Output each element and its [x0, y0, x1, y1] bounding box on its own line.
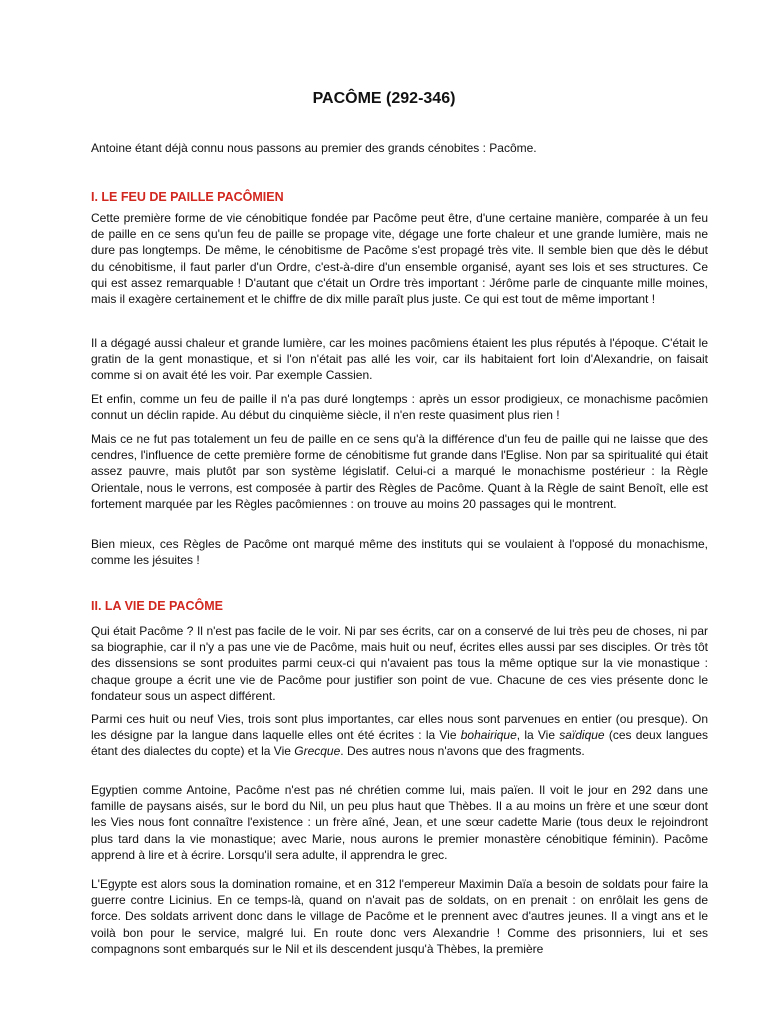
intro-paragraph: Antoine étant déjà connu nous passons au premier des grands cénobites : Pacôme.	[91, 141, 537, 155]
text-run: . Des autres nous n'avons que des fragments.	[340, 744, 585, 759]
paragraph: Egyptien comme Antoine, Pacôme n'est pas né chrétien comme lui, mais païen. Il voit le jour en 292 dans une famille de paysans aisés, sur le bord du Nil, un peu plus haut que Thèbes. Il a au moins un frère et une sœur dont les Vies nous font connaître l'existence : un frère aîné, Jean, et une sœur cadette Marie (tous deux le rejoindront plus tard dans la vie monastique; avec Marie, nous aurons le premier monastère cénobitique féminin). Pacôme apprend à lire et à écrire. Lorsqu'il sera adulte, il apprendra le grec.	[91, 783, 708, 862]
paragraph: L'Egypte est alors sous la domination romaine, et en 312 l'empereur Maximin Daïa a besoin de soldats pour faire la guerre contre Licinius. En ce temps-là, quand on n'avait pas de soldats, on en prenait : on enrôlait les gens de force. Des soldats arrivent donc dans le village de Pacôme et le prennent avec d'autres jeunes. Il a vingt ans et le voilà bon pour le service, malgré lui. En route donc vers Alexandrie ! Comme des prisonniers, lui et ses compagnons sont embarqués sur le Nil et ils descendent jusqu'à Thèbes, la première	[91, 877, 708, 956]
page-title: PACÔME (292-346)	[312, 90, 456, 107]
italic-term: Grecque	[294, 744, 341, 759]
italic-term: saïdique	[559, 728, 605, 743]
section-heading-2: II. LA VIE DE PACÔME	[91, 599, 223, 613]
paragraph: Et enfin, comme un feu de paille il n'a pas duré longtemps : après un essor prodigieux, ce monachisme pacômien connut un déclin rapide. Au début du cinquième siècle, il n'en reste quasiment plus rien !	[91, 392, 708, 423]
text-run: , la Vie	[516, 728, 560, 743]
paragraph: Qui était Pacôme ? Il n'est pas facile de le voir. Ni par ses écrits, car on a conservé de lui très peu de choses, ni par sa biographie, car il n'y a pas une vie de Pacôme, mais huit ou neuf, écrites elles aussi par ses disciples. Or très tôt des dissensions se sont produites parmi ceux-ci qui n'avaient pas tous la même optique sur la vie monastique : chaque groupe a écrit une vie de Pacôme pour justifier son point de vue. Chacune de ces vies présente donc le fondateur sous un aspect différent.	[91, 624, 708, 703]
text-run: Parmi ces huit ou neuf Vies, trois sont plus importantes, car elles nous sont parvenues en entier (ou presque). On les désigne par la langue dans laquelle elles ont été écrites : la Vie	[91, 712, 708, 743]
paragraph	[91, 711, 708, 760]
paragraph: Il a dégagé aussi chaleur et grande lumière, car les moines pacômiens étaient les plus réputés à l'époque. C'était le gratin de la gent monastique, et si l'on n'était pas allé les voir, car ils habitaient fort loin d'Alexandrie, on faisait comme si on avait été les voir. Par exemple Cassien.	[91, 336, 708, 383]
paragraph: Cette première forme de vie cénobitique fondée par Pacôme peut être, d'une certaine manière, comparée à un feu de paille en ce sens qu'un feu de paille se propage vite, dégage une forte chaleur et une grande lumière, mais ne dure pas longtemps. De même, le cénobitisme de Pacôme s'est propagé très vite. Il semble bien que dès le début du cénobitisme, il faut parler d'un Ordre, c'est-à-dire d'un ensemble organisé, ayant ses lois et ses structures. Ce qui est assez remarquable ! D'autant que c'était un Ordre très important : Jérôme parle de cinquante mille moines, mais il exagère certainement et le chiffre de dix mille paraît plus juste. Ce qui est tout de même important !	[91, 211, 708, 307]
text-run: (ces deux langues étant des dialectes du copte) et la Vie	[91, 728, 708, 759]
paragraph: Mais ce ne fut pas totalement un feu de paille en ce sens qu'à la différence d'un feu de paille qui ne laisse que des cendres, l'influence de cette première forme de cénobitisme fut grande dans l'Eglise. Non par sa spiritualité qui était assez pauvre, mais plutôt par son système législatif. Celui-ci a marqué le monachisme postérieur : la Règle Orientale, nous le verrons, est composée à partir des Règles de Pacôme. Quant à la Règle de saint Benoît, elle est fortement marquée par les Règles pacômiennes : on trouve au moins 20 passages qui le montrent.	[91, 432, 708, 511]
section-heading-1: I. LE FEU DE PAILLE PACÔMIEN	[91, 190, 284, 204]
paragraph: Bien mieux, ces Règles de Pacôme ont marqué même des instituts qui se voulaient à l'opposé du monachisme, comme les jésuites !	[91, 537, 708, 568]
italic-term: bohairique	[460, 728, 517, 743]
